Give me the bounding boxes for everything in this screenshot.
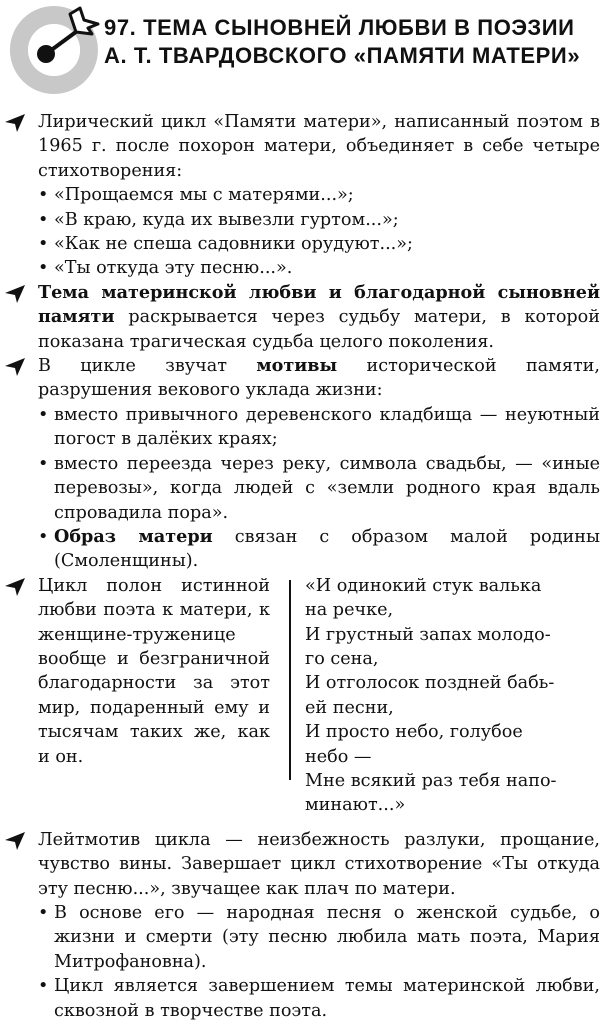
love-paragraph: Цикл полон истинной любви поэта к матери, к женщине-труженице вообще и безграничной благодарности за этот мир, подаренный ему и тысячам таких же, как и он. [38, 575, 270, 767]
leitmotif-list [0, 901, 610, 1023]
paragraph-leitmotif [0, 828, 610, 901]
poem-line: минают...» [305, 795, 406, 816]
content [0, 110, 610, 1023]
two-column-block [0, 574, 610, 828]
list-item: • вместо переезда через реку, символа свадьбы, — «иные перевозы», когда людей с «земли родного края вдаль спровадила пора». [38, 453, 600, 523]
list-item: • «Прощаемся мы с матерями...»; [38, 185, 354, 206]
column-divider [289, 580, 291, 780]
poem-line: И просто небо, голубое [305, 722, 523, 743]
pointer-arrow-icon [4, 357, 26, 377]
title-line-2: А. Т. ТВАРДОВСКОГО «ПАМЯТИ МАТЕРИ» [104, 43, 581, 68]
page-title [104, 14, 604, 70]
paragraph-theme [0, 281, 610, 354]
target-arrow-icon [4, 2, 104, 98]
poem-list [0, 183, 610, 281]
paragraph-text: раскрывается через судьбу матери, в которой показана трагическая судьба целого поколения. [38, 307, 600, 352]
list-item: • Цикл является завершением темы материнской любви, сквозной в творчестве поэта. [38, 976, 600, 1021]
list-item: • Образ матери связан с образом малой родины (Смоленщины). [38, 525, 600, 572]
pointer-arrow-icon [4, 831, 26, 851]
theme-bold: Тема материнской любви и благодарной сыновней памяти [38, 281, 600, 328]
poem-line: небо — [305, 746, 372, 767]
poem-line: И грустный запах молодо- [305, 624, 551, 645]
list-item: • «Как не спеша садовники орудуют...»; [38, 234, 413, 255]
list-item: • «Ты откуда эту песню...». [38, 258, 293, 279]
motifs-bold: мотивы [256, 355, 338, 377]
list-item: • В основе его — народная песня о женской судьбе, о жизни и смерти (эту песню любила мать поэта, Мария Митрофановна). [38, 902, 600, 972]
poem-line: И отголосок поздней бабь- [305, 673, 555, 694]
list-item: • «В краю, куда их вывезли гуртом...»; [38, 209, 399, 230]
list-item: • вместо привычного деревенского кладбища — неуютный погост в далёких краях; [38, 404, 600, 450]
poem-line: «И одинокий стук валька [305, 575, 542, 596]
pointer-arrow-icon [4, 284, 26, 304]
paragraph-text: Лейтмотив цикла — неизбежность разлуки, прощание, чувство вины. Завершает цикл стихотворение «Ты откуда эту песню...», звучащее как плач по матери. [38, 829, 600, 899]
poem-line: Мне всякий раз тебя напо- [305, 770, 557, 791]
pointer-arrow-icon [4, 577, 26, 597]
poem-line: ей песни, [305, 697, 394, 718]
pointer-arrow-icon [4, 113, 26, 133]
poem-line: на речке, [305, 600, 394, 621]
poem-quote [305, 574, 595, 818]
poem-line: го сена, [305, 648, 379, 669]
title-line-1: 97. ТЕМА СЫНОВНЕЙ ЛЮБВИ В ПОЭЗИИ [104, 15, 575, 40]
header [0, 0, 610, 100]
paragraph-text: Лирический цикл «Памяти матери», написанный поэтом в 1965 г. после похорон матери, объединяет в себе четыре стихотворения: [38, 112, 600, 181]
paragraph-cycle-composition [0, 110, 610, 183]
motifs-list [0, 403, 610, 574]
paragraph-motifs: В цикле звучат мотивы исторической памяти, разрушения векового уклада жизни: [0, 354, 610, 403]
